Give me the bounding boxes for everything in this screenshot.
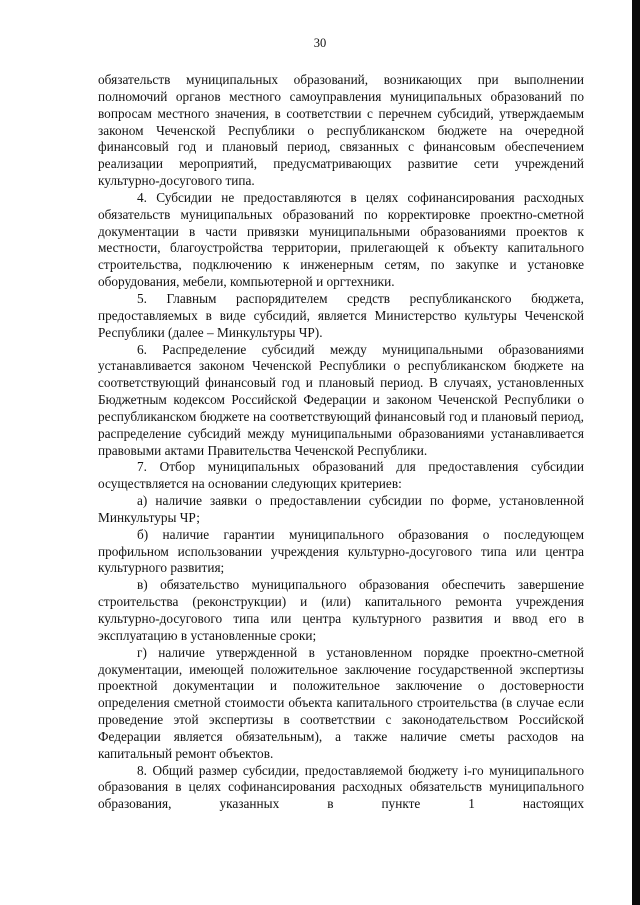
paragraph-item-6: 6. Распределение субсидий между муниципальными образованиями устанавливается законом Чеченской Республики о республиканском бюджете на соответствующий финансовый год и плановый период. В случаях, установленных Бюджетным кодексом Российской Федерации и законом Чеченской Республики о республиканском бюджете на соответствующий финансовый год и плановый период, распределение субсидий между муниципальными образованиями устанавливается правовыми актами Правительства Чеченской Республики. <box>98 341 584 458</box>
scan-edge-bar <box>632 0 640 905</box>
page-number: 30 <box>313 36 327 50</box>
paragraph-continuation: обязательств муниципальных образований, возникающих при выполнении полномочий органов местного самоуправления муниципальных образований по вопросам местного значения, в соответствии с перечнем субсидий, утверждаемым законом Чеченской Республики о республиканском бюджете на очередной финансовый год и плановый период, связанных с финансовым обеспечением реализации мероприятий, предусматривающих развитие сети учреждений культурно-досугового типа. <box>98 72 584 189</box>
paragraph-item-4: 4. Субсидии не предоставляются в целях софинансирования расходных обязательств муниципальных образований по корректировке проектно-сметной документации в части привязки муниципальными образованиями проектов к местности, благоустройства территории, прилегающей к объекту капитального строительства, подключению к инженерным сетям, по закупке и установке оборудования, мебели, компьютерной и оргтехники. <box>98 189 584 290</box>
document-body <box>98 72 584 813</box>
paragraph-item-8: 8. Общий размер субсидии, предоставляемой бюджету i-го муниципального образования в целях софинансирования расходных обязательств муниципального образования, указанных в пункте 1 настоящих <box>98 762 584 812</box>
criterion-g: г) наличие утвержденной в установленном порядке проектно-сметной документации, имеющей положительное заключение государственной экспертизы проектной документации и положительное заключение о достоверности определения сметной стоимости объекта капитального строительства (в случае если проведение этой экспертизы в соответствии с законодательством Российской Федерации является обязательным), а также наличие сметы расходов на капитальный ремонт объектов. <box>98 644 584 761</box>
criterion-v: в) обязательство муниципального образования обеспечить завершение строительства (реконструкции) и (или) капитального ремонта учреждения культурно-досугового типа или центра культурного развития и ввод его в эксплуатацию в установленные сроки; <box>98 577 584 643</box>
paragraph-item-7: 7. Отбор муниципальных образований для предоставления субсидии осуществляется на основании следующих критериев: <box>98 459 584 492</box>
criterion-a: а) наличие заявки о предоставлении субсидии по форме, установленной Минкультуры ЧР; <box>98 493 584 525</box>
paragraph-item-5: 5. Главным распорядителем средств республиканского бюджета, предоставляемых в виде субсидий, является Министерство культуры Чеченской Республики (далее – Минкультуры ЧР). <box>98 290 584 340</box>
criterion-b: б) наличие гарантии муниципального образования о последующем профильном использовании учреждения культурно-досугового типа или центра культурного развития; <box>98 526 584 576</box>
